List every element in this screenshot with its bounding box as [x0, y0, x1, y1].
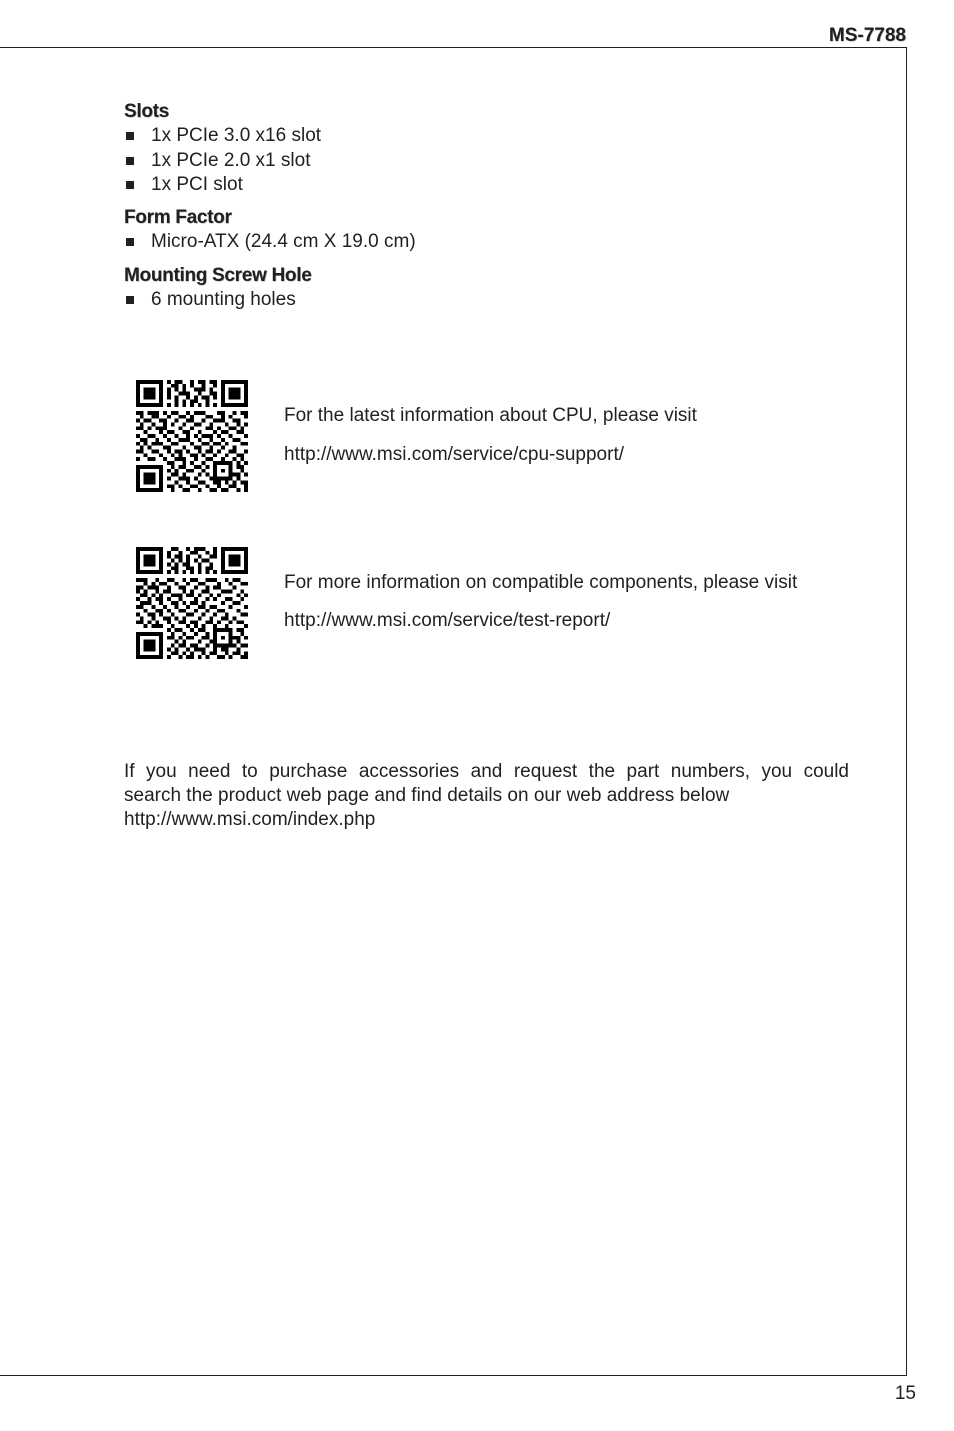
list-item: 1x PCIe 2.0 x1 slot	[124, 149, 854, 174]
list-item: 1x PCI slot	[124, 173, 854, 198]
square-bullet-icon	[126, 157, 134, 165]
list-item: 6 mounting holes	[124, 288, 854, 313]
square-bullet-icon	[126, 181, 134, 189]
cpu-info-text: For the latest information about CPU, please visit	[284, 405, 697, 426]
footer-rule	[0, 1375, 907, 1376]
page-number: 15	[894, 1383, 916, 1404]
spec-list	[124, 230, 854, 255]
list-item: Micro-ATX (24.4 cm X 19.0 cm)	[124, 230, 854, 255]
test-report-link[interactable]: http://www.msi.com/service/test-report/	[284, 610, 611, 631]
purchase-note-line: search the product web page and find details on our web address below	[124, 785, 730, 806]
square-bullet-icon	[126, 296, 134, 304]
section-heading: Mounting Screw Hole	[124, 265, 312, 286]
qr-code-icon	[136, 547, 248, 659]
purchase-note	[124, 760, 849, 832]
qr-code-cpu-support	[136, 380, 248, 492]
purchase-note-line: If you need to purchase accessories and request the part numbers, you could	[124, 761, 849, 782]
spec-section-slots	[124, 100, 854, 198]
section-heading: Form Factor	[124, 207, 232, 228]
list-item: 1x PCIe 3.0 x16 slot	[124, 124, 854, 149]
components-info-text: For more information on compatible components, please visit	[284, 572, 798, 593]
spec-section-mounting	[124, 264, 854, 313]
square-bullet-icon	[126, 238, 134, 246]
qr-code-test-report	[136, 547, 248, 659]
msi-index-link[interactable]: http://www.msi.com/index.php	[124, 809, 376, 830]
side-rule	[906, 47, 907, 1376]
header-rule	[0, 47, 907, 48]
spec-list	[124, 124, 854, 198]
spec-list	[124, 288, 854, 313]
model-label: MS-7788	[828, 25, 906, 46]
qr-code-icon	[136, 380, 248, 492]
cpu-support-link[interactable]: http://www.msi.com/service/cpu-support/	[284, 444, 624, 465]
spec-section-form-factor	[124, 206, 854, 255]
section-heading: Slots	[124, 101, 169, 122]
square-bullet-icon	[126, 132, 134, 140]
